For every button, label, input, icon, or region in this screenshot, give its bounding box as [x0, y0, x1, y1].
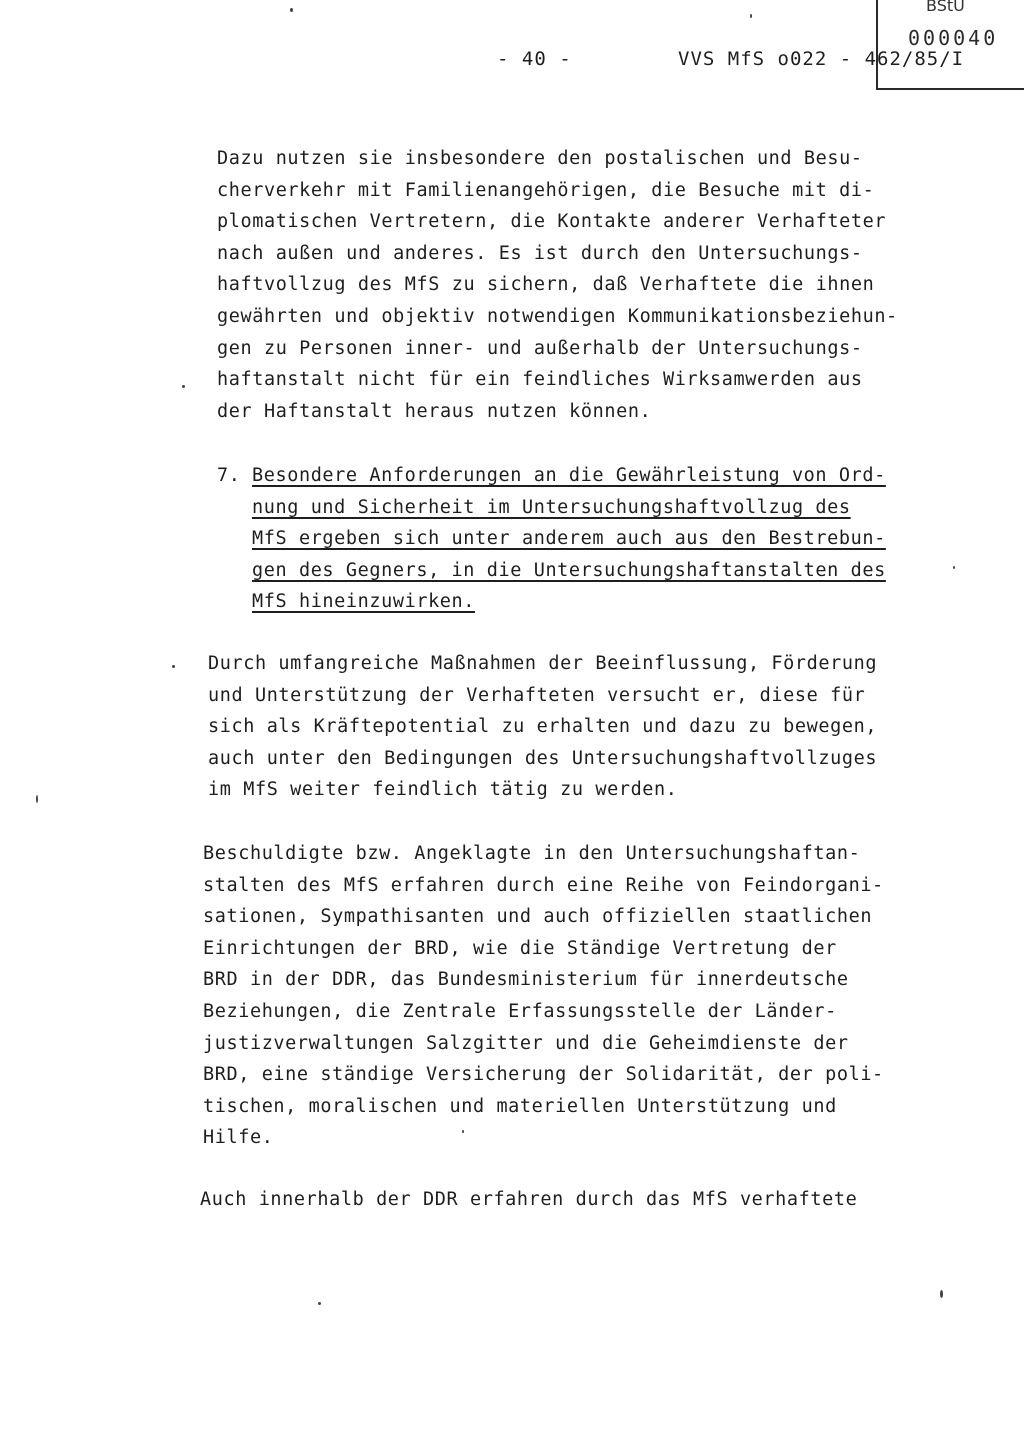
- document-reference: VVS MfS o022 - 462/85/I: [678, 48, 965, 70]
- section-7-number: 7.: [217, 465, 241, 486]
- stamp-number: 000040: [908, 26, 999, 50]
- paragraph-accused: Beschuldigte bzw. Angeklagte in den Untersuchungshaftan- stalten des MfS erfahren durch eine Reihe von Feindorgani- sationen, Sympathisanten und auch offiziellen staatlichen Einrichtungen der BRD, wie die Ständige Vertretung der BRD in der DDR, das Bundesministerium für innerdeutsche Beziehungen, die Zentrale Erfassungsstelle der Länder- justizverwaltungen Salzgitter und die Geheimdienste der BRD, eine ständige Versicherung der Solidarität, der poli- tischen, moralischen und materiellen Unterstützung und Hilfe.: [203, 843, 884, 1149]
- scan-speck: [318, 1302, 321, 1305]
- archive-stamp: [876, 0, 1024, 90]
- paragraph-influence: Durch umfangreiche Maßnahmen der Beeinflussung, Förderung und Unterstützung der Verhafteten versucht er, diese für sich als Kräftepotential zu erhalten und dazu zu bewegen, auch unter den Bedingungen des Untersuchungshaftvollzuges im MfS weiter feindlich tätig zu werden.: [208, 653, 878, 801]
- section-7-heading: Besondere Anforderungen an die Gewährleistung von Ord- nung und Sicherheit im Untersuchungshaftvollzug des MfS ergeben sich unter anderem auch aus den Bestrebun- gen des Gegners, in die Untersuchungshaftanstalten des MfS hineinzuwirken.: [252, 465, 886, 613]
- stamp-label: BStU: [926, 0, 965, 15]
- paragraph-closing: Auch innerhalb der DDR erfahren durch das MfS verhaftete: [200, 1189, 858, 1210]
- scan-speck: [750, 14, 752, 18]
- paragraph-intro: Dazu nutzen sie insbesondere den postalischen und Besu- cherverkehr mit Familienangehörigen, die Besuche mit di- plomatischen Vertretern, die Kontakte anderer Verhafteter nach außen und anderes. Es ist durch den Untersuchungs- haftvollzug des MfS zu sichern, daß Verhaftete die ihnen gewährten und objektiv notwendigen Kommunikationsbeziehun- gen zu Personen inner- und außerhalb der Untersuchungs- haftanstalt nicht für ein feindliches Wirksamwerden aus der Haftanstalt heraus nutzen können.: [217, 148, 898, 422]
- scan-speck: [462, 1130, 464, 1133]
- scan-speck: [182, 385, 185, 388]
- scan-speck: [36, 795, 38, 803]
- scan-speck: [940, 1290, 943, 1298]
- scan-speck: [290, 8, 293, 12]
- page-number: - 40 -: [497, 48, 572, 70]
- scan-speck: [953, 566, 955, 569]
- scan-speck: [172, 665, 175, 668]
- section-7: [217, 460, 886, 613]
